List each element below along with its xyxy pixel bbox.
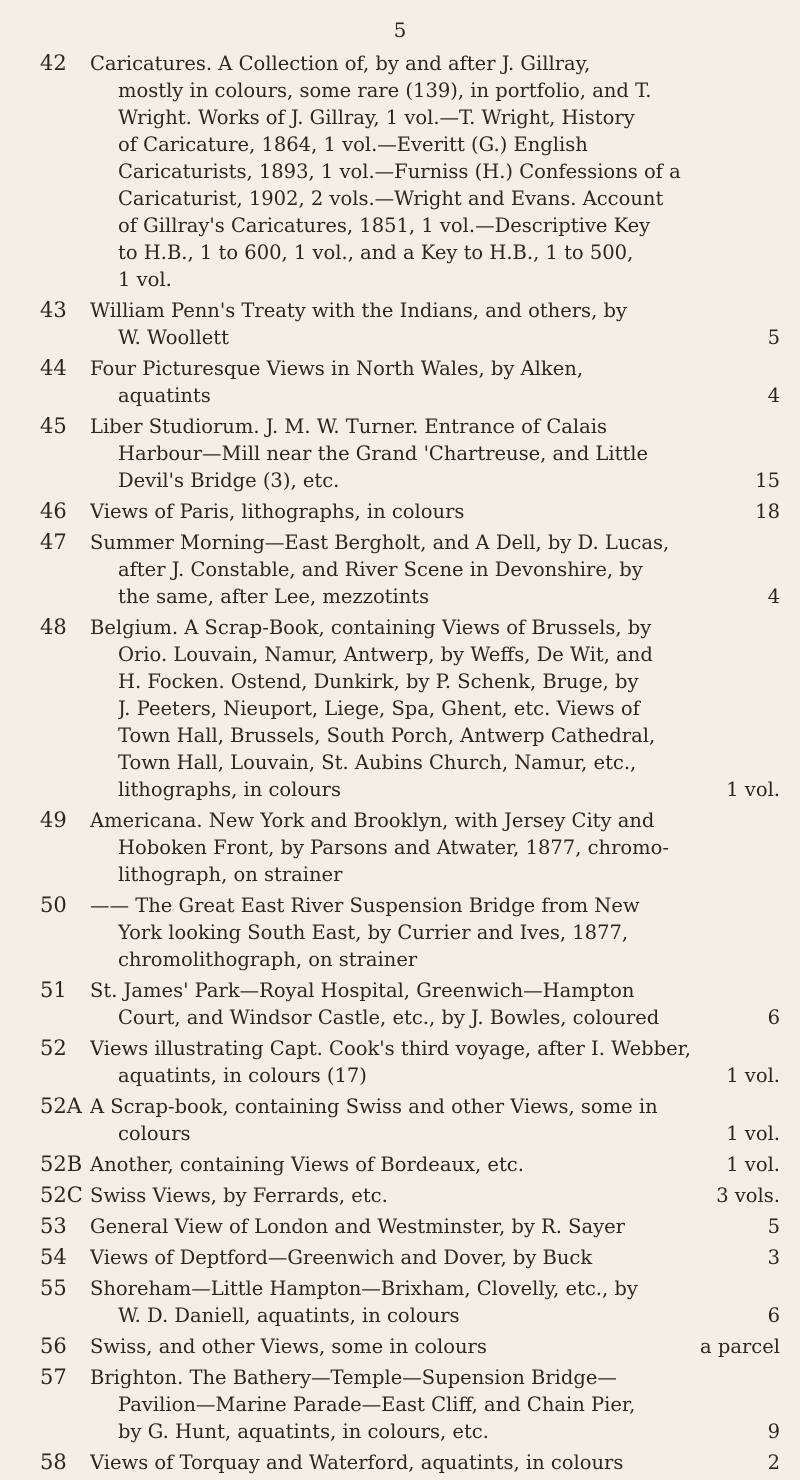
- line-text: Pavilion—Marine Parade—East Cliff, and Chain Pier,: [118, 1393, 636, 1416]
- description-line: [90, 834, 780, 861]
- lot-entry: [40, 1151, 780, 1178]
- description-line: [90, 749, 780, 776]
- description-line: [90, 807, 780, 834]
- lot-quantity: 4: [767, 384, 780, 407]
- lot-quantity: a parcel: [700, 1335, 780, 1358]
- lot-description: [90, 1364, 780, 1445]
- description-line: [90, 1035, 780, 1062]
- line-text: Brighton. The Bathery—Temple—Supension Bridge—: [90, 1366, 617, 1389]
- description-line: [90, 498, 780, 525]
- lot-list: [40, 50, 780, 1480]
- lot-entry: [40, 614, 780, 803]
- description-line: [90, 668, 780, 695]
- lot-description: [90, 1213, 780, 1240]
- lot-description: [90, 614, 780, 803]
- description-line: [90, 239, 780, 266]
- lot-quantity: 2: [767, 1451, 780, 1474]
- line-text: Orio. Louvain, Namur, Antwerp, by Weffs, De Wit, and: [118, 643, 653, 666]
- lot-quantity: 3 vols.: [716, 1184, 780, 1207]
- line-text: Swiss Views, by Ferrards, etc.: [90, 1184, 388, 1207]
- lot-quantity: 18: [755, 500, 780, 523]
- lot-quantity: 3: [767, 1246, 780, 1269]
- description-line: [90, 324, 780, 351]
- line-text: Views of Torquay and Waterford, aquatints, in colours: [90, 1451, 624, 1474]
- description-line: [90, 1275, 780, 1302]
- line-text: lithograph, on strainer: [118, 863, 343, 886]
- lot-description: [90, 1035, 780, 1089]
- lot-entry: [40, 529, 780, 610]
- line-text: Another, containing Views of Bordeaux, etc.: [90, 1153, 524, 1176]
- lot-number: 52B: [40, 1152, 83, 1176]
- description-line: [90, 1302, 780, 1329]
- line-text: Views illustrating Capt. Cook's third voyage, after I. Webber,: [90, 1037, 691, 1060]
- line-text: H. Focken. Ostend, Dunkirk, by P. Schenk, Bruge, by: [118, 670, 639, 693]
- description-line: [90, 1244, 780, 1271]
- lot-description: [90, 529, 780, 610]
- lot-number: 58: [40, 1450, 67, 1474]
- line-text: Wright. Works of J. Gillray, 1 vol.—T. Wright, History: [118, 106, 635, 129]
- lot-description: [90, 1151, 780, 1178]
- lot-number: 48: [40, 615, 67, 639]
- lot-number: 50: [40, 893, 67, 917]
- line-text: Views of Deptford—Greenwich and Dover, by Buck: [90, 1246, 593, 1269]
- description-line: [90, 977, 780, 1004]
- description-line: [90, 1449, 780, 1476]
- description-line: [90, 1151, 780, 1178]
- line-text: York looking South East, by Currier and Ives, 1877,: [118, 921, 629, 944]
- page-number: 5: [393, 18, 407, 42]
- line-text: Shoreham—Little Hampton—Brixham, Clovelly, etc., by: [90, 1277, 638, 1300]
- line-text: W. Woollett: [118, 326, 229, 349]
- description-line: [90, 695, 780, 722]
- lot-entry: [40, 807, 780, 888]
- description-line: [90, 382, 780, 409]
- description-line: [90, 212, 780, 239]
- lot-quantity: 4: [767, 585, 780, 608]
- lot-number: 46: [40, 499, 67, 523]
- description-line: [90, 776, 780, 803]
- lot-quantity: 9: [767, 1420, 780, 1443]
- description-line: [90, 413, 780, 440]
- lot-quantity: 15: [755, 469, 780, 492]
- description-line: [90, 1418, 780, 1445]
- description-line: [90, 1182, 780, 1209]
- lot-quantity: 1 vol.: [726, 1064, 780, 1087]
- lot-entry: [40, 1093, 780, 1147]
- lot-entry: [40, 892, 780, 973]
- description-line: [90, 529, 780, 556]
- lot-number: 53: [40, 1214, 67, 1238]
- description-line: [90, 1004, 780, 1031]
- description-line: [90, 722, 780, 749]
- lot-entry: [40, 498, 780, 525]
- lot-entry: [40, 413, 780, 494]
- description-line: [90, 1093, 780, 1120]
- lot-number: 45: [40, 414, 67, 438]
- description-line: [90, 104, 780, 131]
- lot-description: [90, 297, 780, 351]
- lot-entry: [40, 355, 780, 409]
- lot-description: [90, 355, 780, 409]
- description-line: [90, 919, 780, 946]
- line-text: Summer Morning—East Bergholt, and A Dell, by D. Lucas,: [90, 531, 670, 554]
- lot-number: 51: [40, 978, 67, 1002]
- line-text: A Scrap-book, containing Swiss and other Views, some in: [90, 1095, 658, 1118]
- description-line: [90, 1213, 780, 1240]
- description-line: [90, 583, 780, 610]
- lot-entry: [40, 1449, 780, 1476]
- description-line: [90, 77, 780, 104]
- lot-quantity: 5: [767, 1215, 780, 1238]
- line-text: aquatints: [118, 384, 211, 407]
- lot-description: [90, 498, 780, 525]
- line-text: Town Hall, Louvain, St. Aubins Church, Namur, etc.,: [118, 751, 637, 774]
- line-text: chromolithograph, on strainer: [118, 948, 418, 971]
- line-text: William Penn's Treaty with the Indians, and others, by: [90, 299, 627, 322]
- line-text: Caricatures. A Collection of, by and after J. Gillray,: [90, 52, 591, 75]
- line-text: Liber Studiorum. J. M. W. Turner. Entrance of Calais: [90, 415, 607, 438]
- description-line: [90, 50, 780, 77]
- description-line: [90, 1333, 780, 1360]
- lot-number: 47: [40, 530, 67, 554]
- line-text: aquatints, in colours (17): [118, 1064, 367, 1087]
- lot-entry: [40, 1035, 780, 1089]
- line-text: Belgium. A Scrap-Book, containing Views of Brussels, by: [90, 616, 652, 639]
- line-text: 1 vol.: [118, 268, 172, 291]
- line-text: Caricaturists, 1893, 1 vol.—Furniss (H.) Confessions of a: [118, 160, 681, 183]
- line-text: Four Picturesque Views in North Wales, by Alken,: [90, 357, 584, 380]
- lot-description: [90, 1449, 780, 1476]
- lot-description: [90, 977, 780, 1031]
- description-line: [90, 614, 780, 641]
- lot-entry: [40, 1244, 780, 1271]
- line-text: Caricaturist, 1902, 2 vols.—Wright and Evans. Account: [118, 187, 664, 210]
- lot-number: 56: [40, 1334, 67, 1358]
- line-text: the same, after Lee, mezzotints: [118, 585, 430, 608]
- lot-entry: [40, 1333, 780, 1360]
- lot-quantity: 6: [767, 1304, 780, 1327]
- description-line: [90, 266, 780, 293]
- line-text: of Gillray's Caricatures, 1851, 1 vol.—Descriptive Key: [118, 214, 651, 237]
- lot-number: 44: [40, 356, 67, 380]
- lot-description: [90, 1093, 780, 1147]
- lot-quantity: 1 vol.: [726, 1122, 780, 1145]
- lot-number: 49: [40, 808, 67, 832]
- line-text: mostly in colours, some rare (139), in portfolio, and T.: [118, 79, 652, 102]
- description-line: [90, 355, 780, 382]
- description-line: [90, 185, 780, 212]
- lot-description: [90, 1182, 780, 1209]
- lot-number: 42: [40, 51, 67, 75]
- line-text: Swiss, and other Views, some in colours: [90, 1335, 487, 1358]
- line-text: Harbour—Mill near the Grand 'Chartreuse, and Little: [118, 442, 649, 465]
- line-text: General View of London and Westminster, by R. Sayer: [90, 1215, 625, 1238]
- description-line: [90, 892, 780, 919]
- description-line: [90, 1364, 780, 1391]
- line-text: colours: [118, 1122, 191, 1145]
- line-text: J. Peeters, Nieuport, Liege, Spa, Ghent, etc. Views of: [118, 697, 640, 720]
- line-text: Views of Paris, lithographs, in colours: [90, 500, 465, 523]
- lot-number: 57: [40, 1365, 67, 1389]
- lot-entry: [40, 297, 780, 351]
- line-text: —— The Great East River Suspension Bridge from New: [90, 894, 640, 917]
- description-line: [90, 440, 780, 467]
- lot-number: 52C: [40, 1183, 83, 1207]
- lot-number: 52A: [40, 1094, 82, 1118]
- line-text: Hoboken Front, by Parsons and Atwater, 1877, chromo-: [118, 836, 669, 859]
- lot-entry: [40, 1364, 780, 1445]
- lot-entry: [40, 977, 780, 1031]
- line-text: W. D. Daniell, aquatints, in colours: [118, 1304, 460, 1327]
- lot-number: 54: [40, 1245, 67, 1269]
- description-line: [90, 131, 780, 158]
- lot-number: 52: [40, 1036, 67, 1060]
- description-line: [90, 946, 780, 973]
- description-line: [90, 1391, 780, 1418]
- description-line: [90, 467, 780, 494]
- line-text: St. James' Park—Royal Hospital, Greenwich—Hampton: [90, 979, 635, 1002]
- lot-description: [90, 1244, 780, 1271]
- line-text: Americana. New York and Brooklyn, with Jersey City and: [90, 809, 655, 832]
- line-text: Devil's Bridge (3), etc.: [118, 469, 340, 492]
- line-text: lithographs, in colours: [118, 778, 342, 801]
- lot-quantity: 5: [767, 326, 780, 349]
- lot-entry: [40, 50, 780, 293]
- lot-entry: [40, 1182, 780, 1209]
- line-text: Town Hall, Brussels, South Porch, Antwerp Cathedral,: [118, 724, 656, 747]
- lot-description: [90, 50, 780, 293]
- lot-number: 43: [40, 298, 67, 322]
- description-line: [90, 297, 780, 324]
- description-line: [90, 1120, 780, 1147]
- lot-entry: [40, 1275, 780, 1329]
- description-line: [90, 158, 780, 185]
- description-line: [90, 1062, 780, 1089]
- lot-description: [90, 892, 780, 973]
- lot-description: [90, 413, 780, 494]
- lot-entry: [40, 1213, 780, 1240]
- line-text: after J. Constable, and River Scene in Devonshire, by: [118, 558, 643, 581]
- lot-quantity: 1 vol.: [726, 778, 780, 801]
- lot-description: [90, 1275, 780, 1329]
- lot-quantity: 1 vol.: [726, 1153, 780, 1176]
- lot-quantity: 6: [767, 1006, 780, 1029]
- line-text: of Caricature, 1864, 1 vol.—Everitt (G.) English: [118, 133, 588, 156]
- lot-number: 55: [40, 1276, 67, 1300]
- description-line: [90, 556, 780, 583]
- lot-description: [90, 1333, 780, 1360]
- description-line: [90, 861, 780, 888]
- lot-description: [90, 807, 780, 888]
- line-text: by G. Hunt, aquatints, in colours, etc.: [118, 1420, 489, 1443]
- line-text: to H.B., 1 to 600, 1 vol., and a Key to H.B., 1 to 500,: [118, 241, 634, 264]
- line-text: Court, and Windsor Castle, etc., by J. Bowles, coloured: [118, 1006, 660, 1029]
- description-line: [90, 641, 780, 668]
